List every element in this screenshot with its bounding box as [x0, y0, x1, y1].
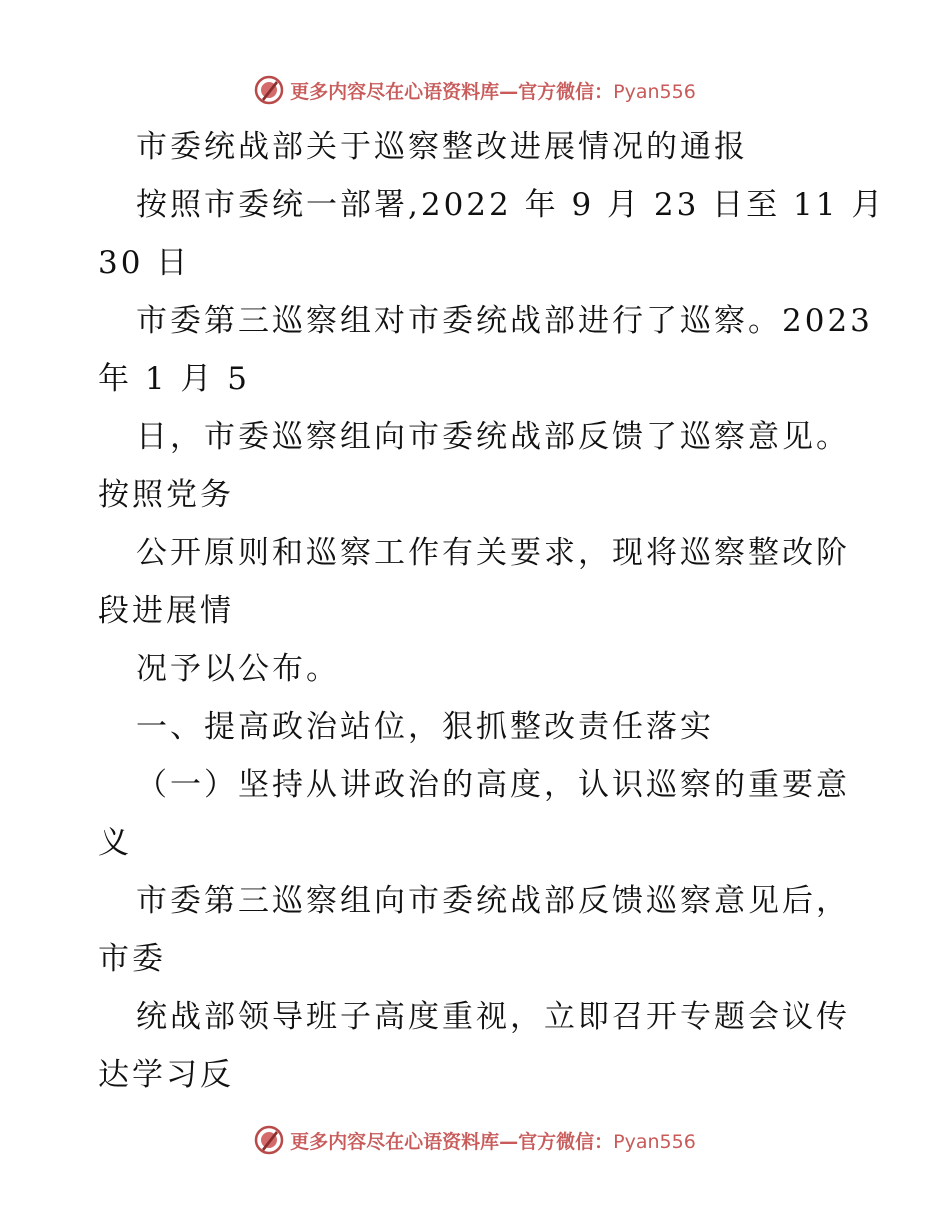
document-line: 市委第三巡察组向市委统战部反馈巡察意见后， — [136, 883, 850, 919]
footer-banner-handle: Pyan556 — [613, 1130, 696, 1153]
document-line: 一、提高政治站位，狠抓整改责任落实 — [136, 709, 714, 745]
document-line: 按照党务 — [98, 477, 234, 513]
document-line: （一）坚持从讲政治的高度，认识巡察的重要意 — [136, 767, 850, 803]
document-line: 达学习反 — [98, 1057, 234, 1093]
document-line: 30 日 — [98, 245, 191, 281]
document-line: 公开原则和巡察工作有关要求，现将巡察整改阶 — [136, 535, 850, 571]
document-line: 义 — [98, 825, 132, 861]
header-banner — [0, 70, 950, 110]
document-line: 况予以公布。 — [136, 651, 340, 687]
document-line: 按照市委统一部署,2022 年 9 月 23 日至 11 月 — [136, 187, 886, 223]
document-body — [98, 118, 886, 1104]
quill-pen-logo-icon — [254, 75, 284, 105]
quill-pen-logo-icon — [254, 1125, 284, 1155]
document-line: 市委统战部关于巡察整改进展情况的通报 — [136, 129, 748, 165]
footer-banner — [0, 1120, 950, 1160]
document-line: 段进展情 — [98, 593, 234, 629]
document-line: 市委 — [98, 941, 166, 977]
header-banner-handle: Pyan556 — [613, 80, 696, 103]
header-banner-text: 更多内容尽在心语资料库—官方微信：Pyan556 — [290, 80, 696, 103]
document-line: 年 1 月 5 — [98, 361, 251, 397]
footer-banner-text: 更多内容尽在心语资料库—官方微信：Pyan556 — [290, 1130, 696, 1153]
document-line: 统战部领导班子高度重视，立即召开专题会议传 — [136, 999, 850, 1035]
document-line: 市委第三巡察组对市委统战部进行了巡察。2023 — [136, 303, 873, 339]
document-line: 日，市委巡察组向市委统战部反馈了巡察意见。 — [136, 419, 850, 455]
